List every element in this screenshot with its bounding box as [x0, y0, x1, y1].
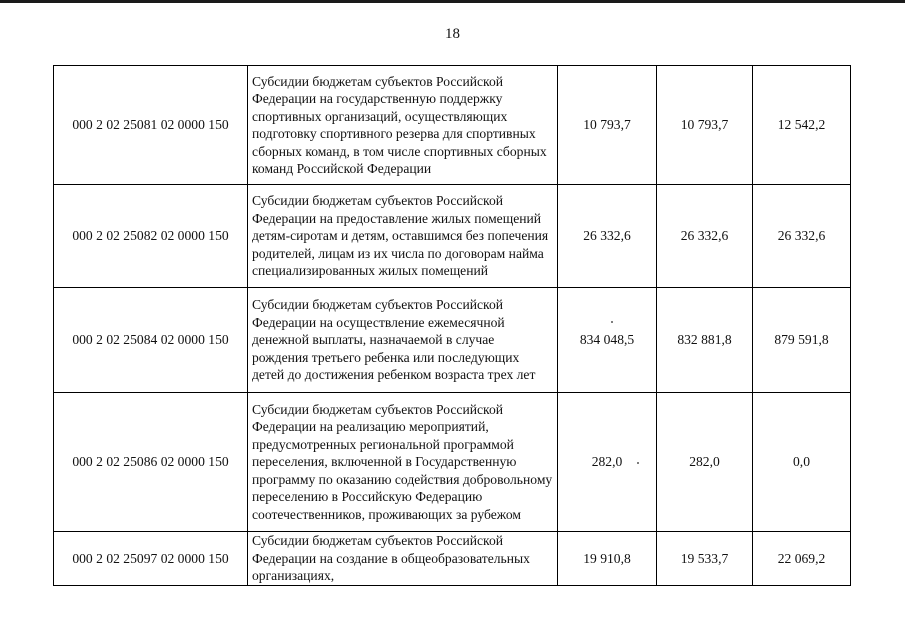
- amount-cell: 10 793,7: [657, 66, 753, 185]
- amount-cell: 12 542,2: [753, 66, 851, 185]
- budget-code-cell: 000 2 02 25086 02 0000 150: [54, 393, 248, 532]
- table-row: [54, 185, 851, 288]
- budget-code-cell: 000 2 02 25082 02 0000 150: [54, 185, 248, 288]
- budget-code-cell: 000 2 02 25097 02 0000 150: [54, 532, 248, 586]
- scan-speck: [611, 321, 613, 323]
- description-cell: Субсидии бюджетам субъектов Российской Федерации на создание в общеобразовательных организациях,: [248, 532, 558, 586]
- amount-cell: 832 881,8: [657, 288, 753, 393]
- amount-cell: 26 332,6: [558, 185, 657, 288]
- description-cell: Субсидии бюджетам субъектов Российской Федерации на осуществление ежемесячной денежной выплаты, назначаемой в случае рождения третьего ребенка или последующих детей до достижения ребенком возраста трех лет: [248, 288, 558, 393]
- page-number: 18: [445, 26, 460, 42]
- amount-cell: 0,0: [753, 393, 851, 532]
- budget-code-cell: 000 2 02 25081 02 0000 150: [54, 66, 248, 185]
- amount-cell: 879 591,8: [753, 288, 851, 393]
- description-cell: Субсидии бюджетам субъектов Российской Федерации на государственную поддержку спортивных организаций, осуществляющих подготовку спортивного резерва для спортивных сборных команд, в том числе спортивных сборных команд Российской Федерации: [248, 66, 558, 185]
- amount-cell: 834 048,5: [558, 288, 657, 393]
- description-cell: Субсидии бюджетам субъектов Российской Федерации на реализацию мероприятий, предусмотренных региональной программой переселения, включенной в Государственную программу по оказанию содействия добровольному переселению в Российскую Федерацию соотечественников, проживающих за рубежом: [248, 393, 558, 532]
- budget-table: [53, 65, 851, 586]
- amount-cell: 282,0: [558, 393, 657, 532]
- budget-code-cell: 000 2 02 25084 02 0000 150: [54, 288, 248, 393]
- amount-cell: 22 069,2: [753, 532, 851, 586]
- amount-cell: 282,0: [657, 393, 753, 532]
- amount-cell: 26 332,6: [657, 185, 753, 288]
- table-row: [54, 532, 851, 586]
- table-row: [54, 288, 851, 393]
- table-row: [54, 393, 851, 532]
- top-border-line: [0, 0, 905, 3]
- amount-cell: 19 533,7: [657, 532, 753, 586]
- amount-cell: 10 793,7: [558, 66, 657, 185]
- amount-cell: 26 332,6: [753, 185, 851, 288]
- description-cell: Субсидии бюджетам субъектов Российской Федерации на предоставление жилых помещений детям-сиротам и детям, оставшимся без попечения родителей, лицам из их числа по договорам найма специализированных жилых помещений: [248, 185, 558, 288]
- scan-speck: [637, 462, 639, 464]
- table-row: [54, 66, 851, 185]
- amount-cell: 19 910,8: [558, 532, 657, 586]
